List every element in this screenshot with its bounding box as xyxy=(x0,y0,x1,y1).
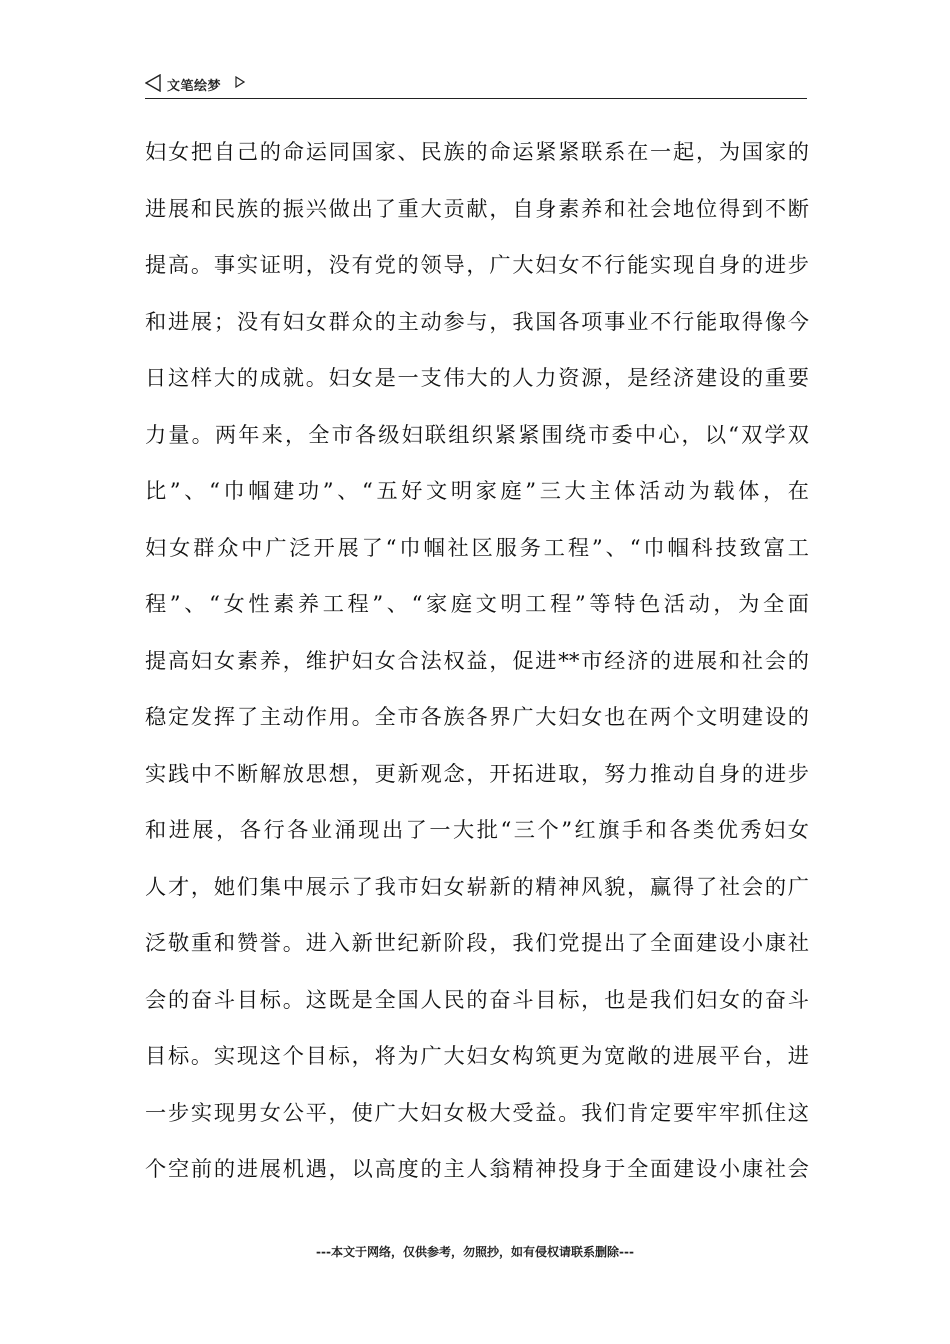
page-header xyxy=(145,72,807,99)
text-line: 和进展，各行各业涌现出了一大批“三个”红旗手和各类优秀妇女 xyxy=(145,817,809,842)
body-paragraph xyxy=(145,134,809,1208)
text-line: 日这样大的成就。妇女是一支伟大的人力资源，是经济建设的重要 xyxy=(145,365,809,390)
text-line: 比”、“巾帼建功”、“五好文明家庭”三大主体活动为载体，在 xyxy=(145,478,809,503)
text-line: 人才，她们集中展示了我市妇女崭新的精神风貌，赢得了社会的广 xyxy=(145,873,809,899)
text-line: 个空前的进展机遇，以高度的主人翁精神投身于全面建设小康社会 xyxy=(145,1156,809,1181)
text-line: 程”、“女性素养工程”、“家庭文明工程”等特色活动，为全面 xyxy=(145,591,809,616)
text-line: 会的奋斗目标。这既是全国人民的奋斗目标，也是我们妇女的奋斗 xyxy=(145,986,809,1012)
text-line: 妇女把自己的命运同国家、民族的命运紧紧联系在一起，为国家的 xyxy=(145,139,809,164)
text-line: 实践中不断解放思想，更新观念，开拓进取，努力推动自身的进步 xyxy=(145,760,809,786)
text-line: 提高妇女素养，维护妇女合法权益，促进**市经济的进展和社会的 xyxy=(145,647,809,673)
text-line: 目标。实现这个目标，将为广大妇女构筑更为宽敞的进展平台，进 xyxy=(145,1043,809,1068)
text-line: 泛敬重和赞誉。进入新世纪新阶段，我们党提出了全面建设小康社 xyxy=(145,930,809,955)
footer-disclaimer: ---本文于网络，仅供参考，勿照抄，如有侵权请联系删除--- xyxy=(316,1245,634,1259)
text-line: 力量。两年来，全市各级妇联组织紧紧围绕市委中心，以“双学双 xyxy=(145,421,809,447)
text-line: 稳定发挥了主动作用。全市各族各界广大妇女也在两个文明建设的 xyxy=(145,704,809,729)
triangle-left-icon xyxy=(145,74,161,92)
triangle-right-icon xyxy=(235,76,245,88)
text-line: 一步实现男女公平，使广大妇女极大受益。我们肯定要牢牢抓住这 xyxy=(145,1099,809,1125)
text-line: 和进展；没有妇女群众的主动参与，我国各项事业不行能取得像今 xyxy=(145,308,809,334)
text-line: 提高。事实证明，没有党的领导，广大妇女不行能实现自身的进步 xyxy=(145,252,809,277)
text-line: 妇女群众中广泛开展了“巾帼社区服务工程”、“巾帼科技致富工 xyxy=(145,534,809,560)
text-line: 进展和民族的振兴做出了重大贡献，自身素养和社会地位得到不断 xyxy=(145,195,809,221)
header-title: 文笔绘梦 xyxy=(167,79,222,94)
